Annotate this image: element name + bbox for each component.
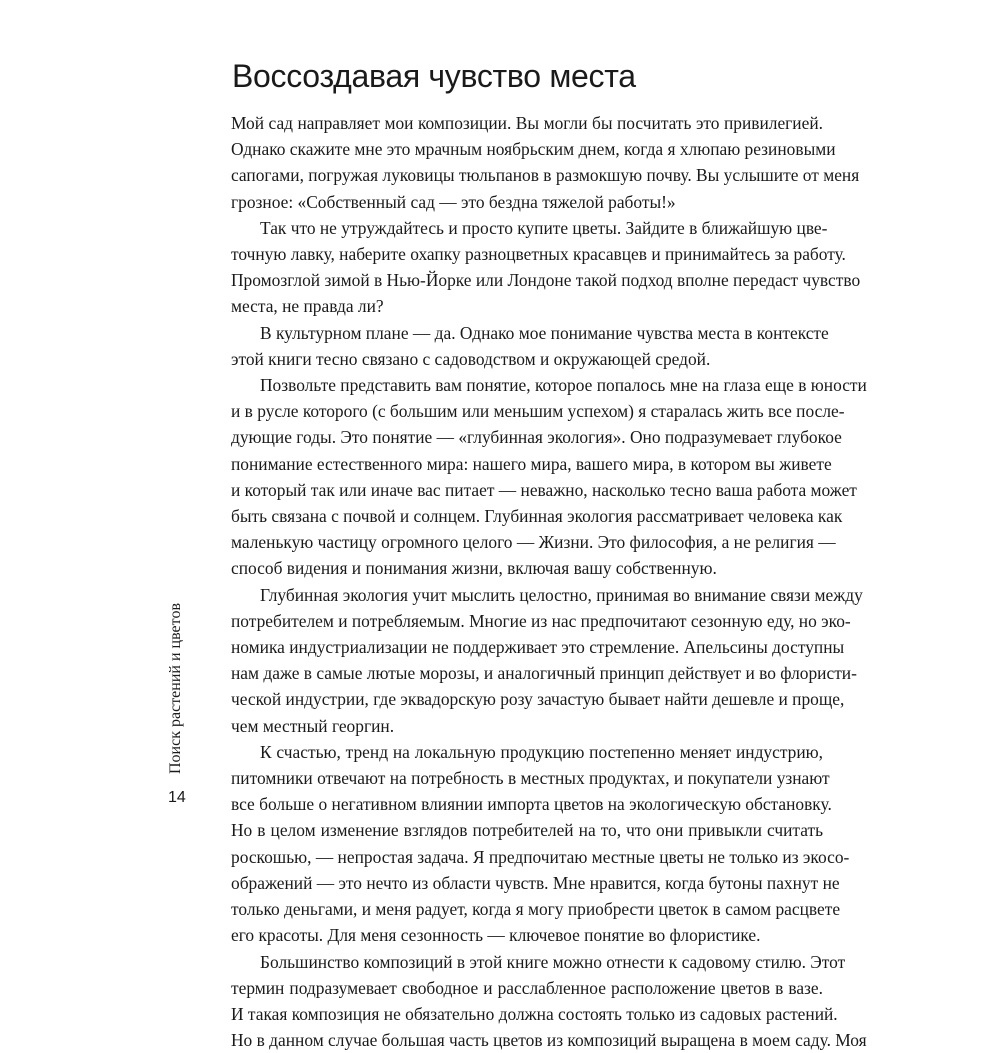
text-line: быть связана с почвой и солнцем. Глубинная экология рассматривает человека как: [231, 503, 823, 529]
text-line: термин подразумевает свободное и расслабленное расположение цветов в вазе.: [231, 975, 823, 1001]
chapter-title: Воссоздавая чувство места: [232, 56, 636, 96]
paragraph: [231, 372, 823, 582]
paragraph: [231, 110, 823, 215]
text-line: номика индустриализации не поддерживает это стремление. Апельсины доступны: [231, 634, 823, 660]
text-line: ческой индустрии, где эквадорскую розу зачастую бывает найти дешевле и проще,: [231, 686, 823, 712]
text-line: Однако скажите мне это мрачным ноябрьским днем, когда я хлюпаю резиновыми: [231, 136, 823, 162]
text-line: Мой сад направляет мои композиции. Вы могли бы посчитать это привилегией.: [231, 110, 823, 136]
paragraph: [231, 215, 823, 320]
paragraph: [231, 582, 823, 739]
text-line: Так что не утруждайтесь и просто купите цветы. Зайдите в ближайшую цве-: [231, 215, 823, 241]
text-line: сапогами, погружая луковицы тюльпанов в размокшую почву. Вы услышите от меня: [231, 162, 823, 188]
paragraph: [231, 739, 823, 949]
text-line: только деньгами, и меня радует, когда я могу приобрести цветок в самом расцвете: [231, 896, 823, 922]
text-line: его красоты. Для меня сезонность — ключевое понятие во флористике.: [231, 922, 823, 948]
text-line: маленькую частицу огромного целого — Жизни. Это философия, а не религия —: [231, 529, 823, 555]
text-line: и в русле которого (с большим или меньшим успехом) я старалась жить все после-: [231, 398, 823, 424]
text-line: питомники отвечают на потребность в местных продуктах, и покупатели узнают: [231, 765, 823, 791]
text-line: понимание естественного мира: нашего мира, вашего мира, в котором вы живете: [231, 451, 823, 477]
page-number: 14: [168, 788, 186, 808]
paragraph: [231, 320, 823, 372]
text-line: Но в данном случае большая часть цветов из композиций выращена в моем саду. Моя: [231, 1027, 823, 1053]
text-line: и который так или иначе вас питает — неважно, насколько тесно ваша работа может: [231, 477, 823, 503]
text-line: ображений — это нечто из области чувств. Мне нравится, когда бутоны пахнут не: [231, 870, 823, 896]
running-head-text: Поиск растений и цветов: [166, 603, 186, 774]
text-line: чем местный георгин.: [231, 713, 823, 739]
text-line: места, не правда ли?: [231, 293, 823, 319]
paragraph: [231, 949, 823, 1053]
text-line: Позвольте представить вам понятие, которое попалось мне на глаза еще в юности: [231, 372, 823, 398]
text-line: дующие годы. Это понятие — «глубинная экология». Оно подразумевает глубокое: [231, 424, 823, 450]
text-line: грозное: «Собственный сад — это бездна тяжелой работы!»: [231, 189, 823, 215]
text-line: Большинство композиций в этой книге можно отнести к садовому стилю. Этот: [231, 949, 823, 975]
text-line: нам даже в самые лютые морозы, и аналогичный принцип действует и во флористи-: [231, 660, 823, 686]
text-line: Глубинная экология учит мыслить целостно, принимая во внимание связи между: [231, 582, 823, 608]
text-line: Но в целом изменение взглядов потребителей на то, что они привыкли считать: [231, 817, 823, 843]
text-line: Промозглой зимой в Нью-Йорке или Лондоне такой подход вполне передаст чувство: [231, 267, 823, 293]
text-line: В культурном плане — да. Однако мое понимание чувства места в контексте: [231, 320, 823, 346]
text-line: И такая композиция не обязательно должна состоять только из садовых растений.: [231, 1001, 823, 1027]
text-line: потребителем и потребляемым. Многие из нас предпочитают сезонную еду, но эко-: [231, 608, 823, 634]
body-text: [231, 110, 823, 1053]
text-line: точную лавку, наберите охапку разноцветных красавцев и принимайтесь за работу.: [231, 241, 823, 267]
text-line: роскошью, — непростая задача. Я предпочитаю местные цветы не только из экосо-: [231, 844, 823, 870]
text-line: К счастью, тренд на локальную продукцию постепенно меняет индустрию,: [231, 739, 823, 765]
text-line: способ видения и понимания жизни, включая вашу собственную.: [231, 555, 823, 581]
text-line: этой книги тесно связано с садоводством и окружающей средой.: [231, 346, 823, 372]
text-line: все больше о негативном влиянии импорта цветов на экологическую обстановку.: [231, 791, 823, 817]
running-head: [166, 612, 186, 772]
